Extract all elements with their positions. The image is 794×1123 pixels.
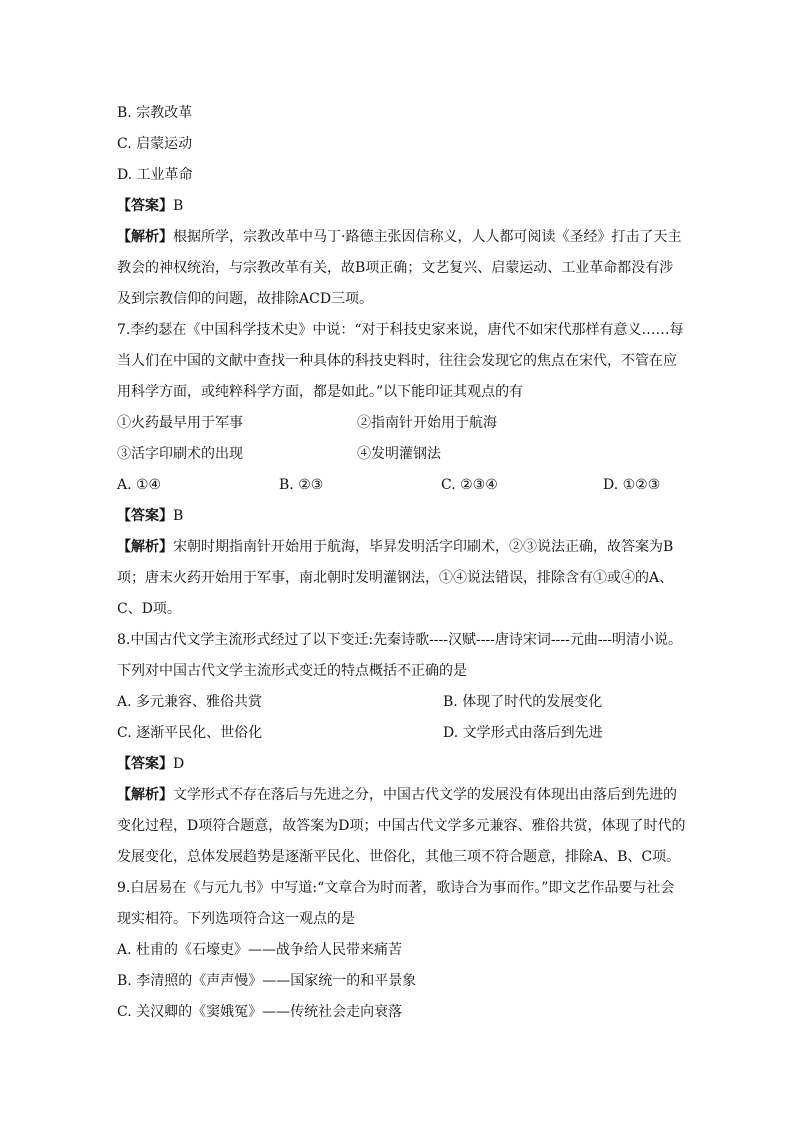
q6-analysis	[117, 222, 687, 315]
q8-option-a: A. 多元兼容、雅俗共赏	[117, 694, 263, 710]
q6-option-b: B. 宗教改革	[117, 105, 193, 121]
q7-stem: 7.李约瑟在《中国科学技术史》中说：“对于科技史家来说，唐代不如宋代那样有意义……每当人们在中国的文献中查找一种具体的科技史料时，往往会发现它的焦点在宋代，不管在应用科学方面，或纯粹科学方面，都是如此。”以下能印证其观点的有	[117, 322, 684, 400]
exam-page	[117, 98, 687, 1028]
q8-option-c: C. 逐渐平民化、世俗化	[117, 725, 263, 741]
analysis-tag: 【解析】	[117, 787, 173, 803]
q8-stem: 8.中国古代文学主流形式经过了以下变迁:先秦诗歌----汉赋----唐诗宋词----元曲---明清小说。下列对中国古代文学主流形式变迁的特点概括不正确的是	[117, 632, 683, 679]
answer-tag: 【答案】	[117, 508, 173, 524]
answer-value: B	[173, 508, 184, 524]
q6-option-d: D. 工业革命	[117, 167, 193, 183]
q9-option-a: A. 杜甫的《石壕吏》——战争给人民带来痛苦	[117, 942, 403, 958]
answer-tag: 【答案】	[117, 756, 173, 772]
q7-items-row-1	[117, 408, 687, 439]
q7-items-row-2	[117, 439, 687, 470]
analysis-tag: 【解析】	[117, 229, 173, 245]
q7-analysis	[117, 532, 687, 625]
analysis-tag: 【解析】	[117, 539, 173, 555]
q6-answer	[117, 191, 687, 222]
q8-option-b: B. 体现了时代的发展变化	[443, 694, 603, 710]
answer-value: B	[173, 198, 184, 214]
analysis-text: 宋朝时期指南针开始用于航海，毕昇发明活字印刷术，②③说法正确，故答案为B项；唐末火药开始用于军事，南北朝时发明灌钢法，①④说法错误，排除含有①或④的A、C、D项。	[117, 539, 674, 617]
q8-analysis	[117, 780, 687, 873]
q8-options-row-1	[117, 687, 687, 718]
q8-option-d: D. 文学形式由落后到先进	[443, 725, 603, 741]
q7-options	[117, 470, 687, 501]
answer-tag: 【答案】	[117, 198, 173, 214]
q7-option-a: A. ①④	[117, 477, 162, 493]
q7-item-2: ②指南针开始用于航海	[357, 415, 497, 431]
q7-option-d: D. ①②③	[603, 477, 661, 493]
analysis-text: 文学形式不存在落后与先进之分，中国古代文学的发展没有体现出由落后到先进的变化过程，D项符合题意，故答案为D项；中国古代文学多元兼容、雅俗共赏，体现了时代的发展变化，总体发展趋势是逐渐平民化、世俗化，其他三项不符合题意，排除A、B、C项。	[117, 787, 686, 865]
answer-value: D	[173, 756, 185, 772]
q7-item-1: ①火药最早用于军事	[117, 415, 243, 431]
analysis-text: 根据所学，宗教改革中马丁·路德主张因信称义，人人都可阅读《圣经》打击了天主教会的神权统治，与宗教改革有关，故B项正确；文艺复兴、启蒙运动、工业革命都没有涉及到宗教信仰的问题，故排除ACD三项。	[117, 229, 682, 307]
q7-option-c: C. ②③④	[441, 477, 498, 493]
q6-option-c: C. 启蒙运动	[117, 136, 193, 152]
q7-item-4: ④发明灌钢法	[357, 446, 441, 462]
q9-option-c: C. 关汉卿的《窦娥冤》——传统社会走向衰落	[117, 1004, 403, 1020]
q7-answer	[117, 501, 687, 532]
q8-answer	[117, 749, 687, 780]
q7-item-3: ③活字印刷术的出现	[117, 446, 243, 462]
q9-stem: 9.白居易在《与元九书》中写道:“文章合为时而著，歌诗合为事而作。”即文艺作品要与社会现实相符。下列选项符合这一观点的是	[117, 880, 675, 927]
q8-options-row-2	[117, 718, 687, 749]
q9-option-b: B. 李清照的《声声慢》——国家统一的和平景象	[117, 973, 417, 989]
q7-option-b: B. ②③	[279, 477, 324, 493]
